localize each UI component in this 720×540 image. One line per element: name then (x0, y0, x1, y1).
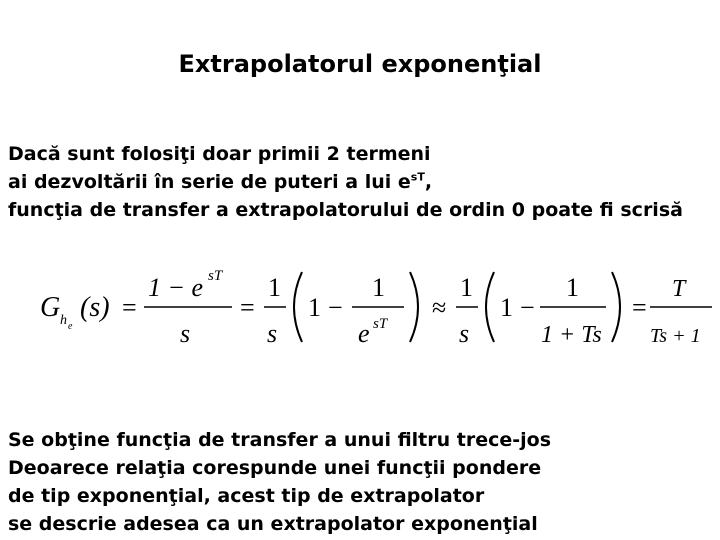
intro-line-2 (8, 168, 712, 196)
formula-f1-num-sup: sT (208, 268, 223, 284)
formula-one-2: 1 (500, 293, 513, 322)
formula-f4-num: 1 (460, 273, 473, 302)
formula-eq-2: = (240, 293, 255, 322)
conclusion-line-3: de tip exponenţial, acest tip de extrapolator (8, 485, 485, 507)
formula-paren-close-1 (410, 272, 418, 342)
formula-f2-num: 1 (268, 273, 281, 302)
formula-one-1: 1 (308, 293, 321, 322)
slide-title: Extrapolatorul exponenţial (178, 50, 542, 78)
formula-paren-open-1 (294, 272, 302, 342)
formula-f5-den: 1 + Ts (541, 322, 602, 348)
transfer-function-formula (36, 258, 676, 358)
formula-paren-open-2 (486, 272, 494, 342)
formula-svg (36, 258, 676, 358)
formula-f4-den: s (459, 319, 470, 348)
intro-line-2-comma: , (424, 171, 433, 193)
formula-f3-num: 1 (372, 273, 385, 302)
formula-final-svg (648, 262, 714, 358)
intro-line-1: Dacă sunt folosiţi doar primii 2 termeni (8, 143, 431, 165)
intro-line-3: funcţia de transfer a extrapolatorului de ordin 0 poate fi scrisă (8, 199, 683, 221)
formula-f3-den: e (358, 319, 370, 348)
formula-f6-num: T (672, 276, 686, 302)
formula-lhs-arg: (s) (80, 292, 110, 323)
formula-eq-3: = (632, 293, 647, 322)
conclusion-line-2: Deoarece relaţia corespunde unei funcţii pondere (8, 457, 542, 479)
formula-f1-num: 1 − e (148, 273, 204, 302)
formula-f6-den: Ts + 1 (650, 325, 701, 347)
formula-f5-num: 1 (566, 273, 579, 302)
formula-lhs-sub-h: h (60, 313, 67, 328)
intro-line-2-text: ai dezvoltării în serie de puteri a lui e (8, 171, 411, 193)
formula-f3-den-sup: sT (373, 316, 388, 332)
intro-line-2-exponent: sT (410, 170, 425, 184)
formula-minus-2: − (520, 293, 535, 322)
formula-lhs-sub-e: e (68, 321, 73, 332)
formula-final-fraction (648, 262, 714, 358)
formula-eq-1: = (122, 293, 137, 322)
intro-paragraph (8, 140, 712, 224)
formula-paren-close-2 (612, 272, 620, 342)
formula-minus-1: − (328, 293, 343, 322)
formula-f1-den: s (180, 319, 191, 348)
conclusion-paragraph (8, 426, 712, 538)
formula-f2-den: s (267, 319, 278, 348)
formula-approx: ≈ (432, 293, 447, 322)
conclusion-line-1: Se obţine funcţia de transfer a unui filtru trece-jos (8, 429, 552, 451)
formula-lhs-G: G (40, 292, 61, 323)
conclusion-line-4: se descrie adesea ca un extrapolator exponenţial (8, 513, 538, 535)
